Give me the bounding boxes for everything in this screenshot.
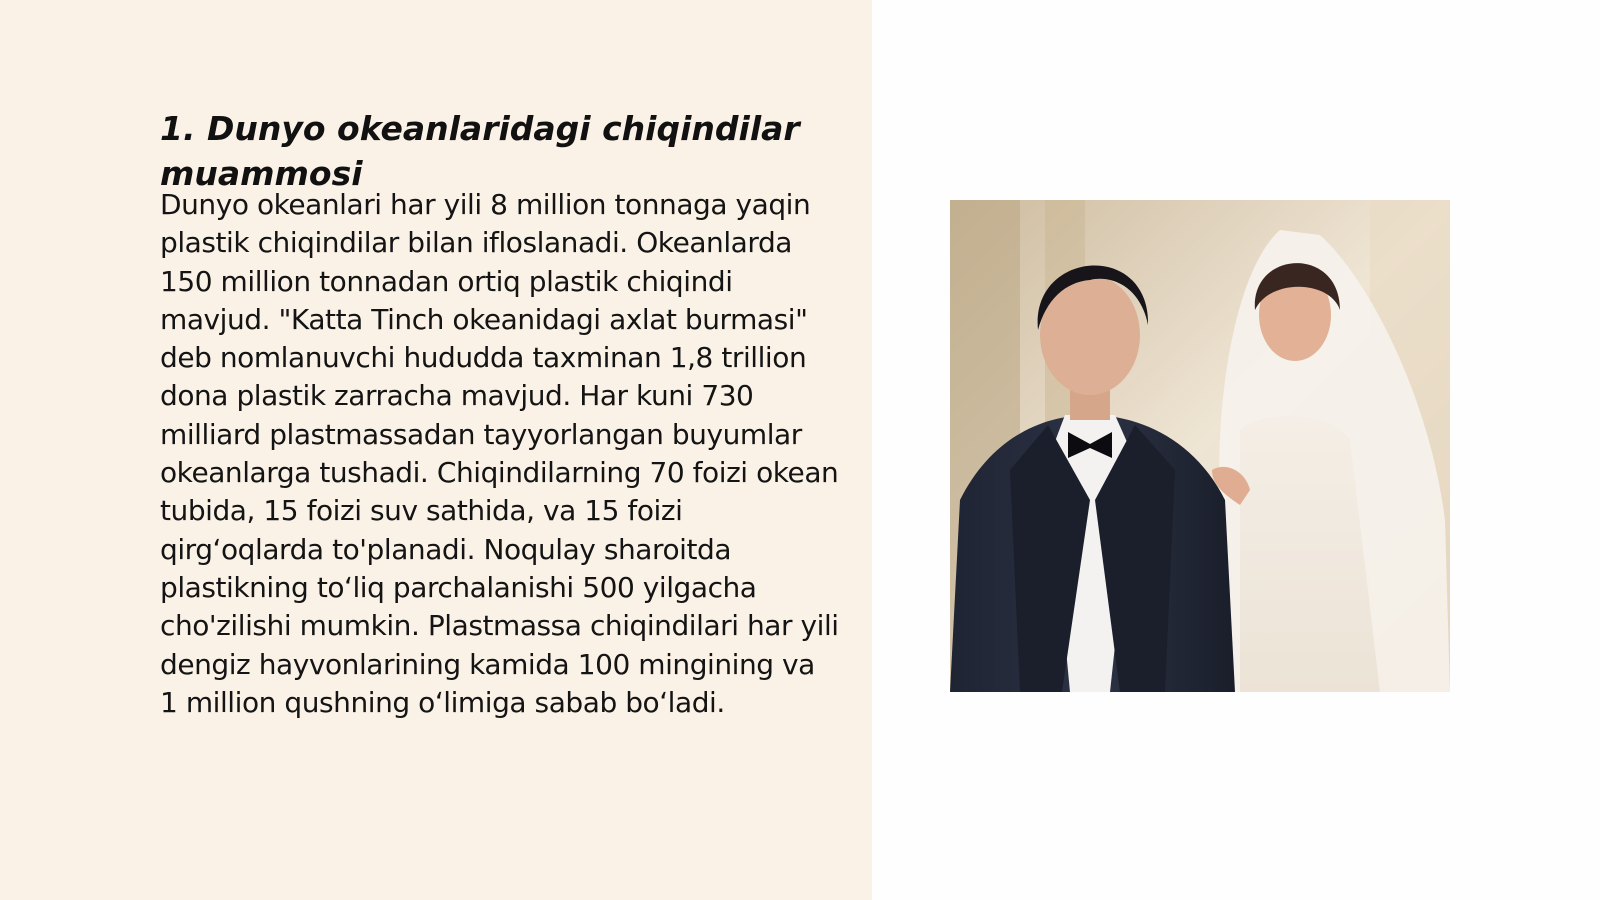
slide-title: 1. Dunyo okeanlaridagi chiqindilar muammosi [160,109,800,193]
slide-body-text: Dunyo okeanlari har yili 8 million tonnaga yaqin plastik chiqindilar bilan ifloslanadi. Okeanlarda 150 million tonnadan ortiq plastik chiqindi mavjud. "Katta Tinch okeanidagi axlat burmasi" deb nomlanuvchi hududda taxminan 1,8 trillion dona plastik zarracha mavjud. Har kuni 730 milliard plastmassadan tayyorlangan buyumlar okeanlarga tushadi. Chiqindilarning 70 foizi okean tubida, 15 foizi suv sathida, va 15 foizi qirgʻoqlarda to'planadi. Noqulay sharoitda plastikning toʻliq parchalanishi 500 yilgacha cho'zilishi mumkin. Plastmassa chiqindilari har yili dengiz hayvonlarining kamida 100 mingining va 1 million qushning oʻlimiga sabab boʻladi. [160,188,839,719]
couple-photo [950,200,1450,692]
photo-illustration [950,200,1450,692]
